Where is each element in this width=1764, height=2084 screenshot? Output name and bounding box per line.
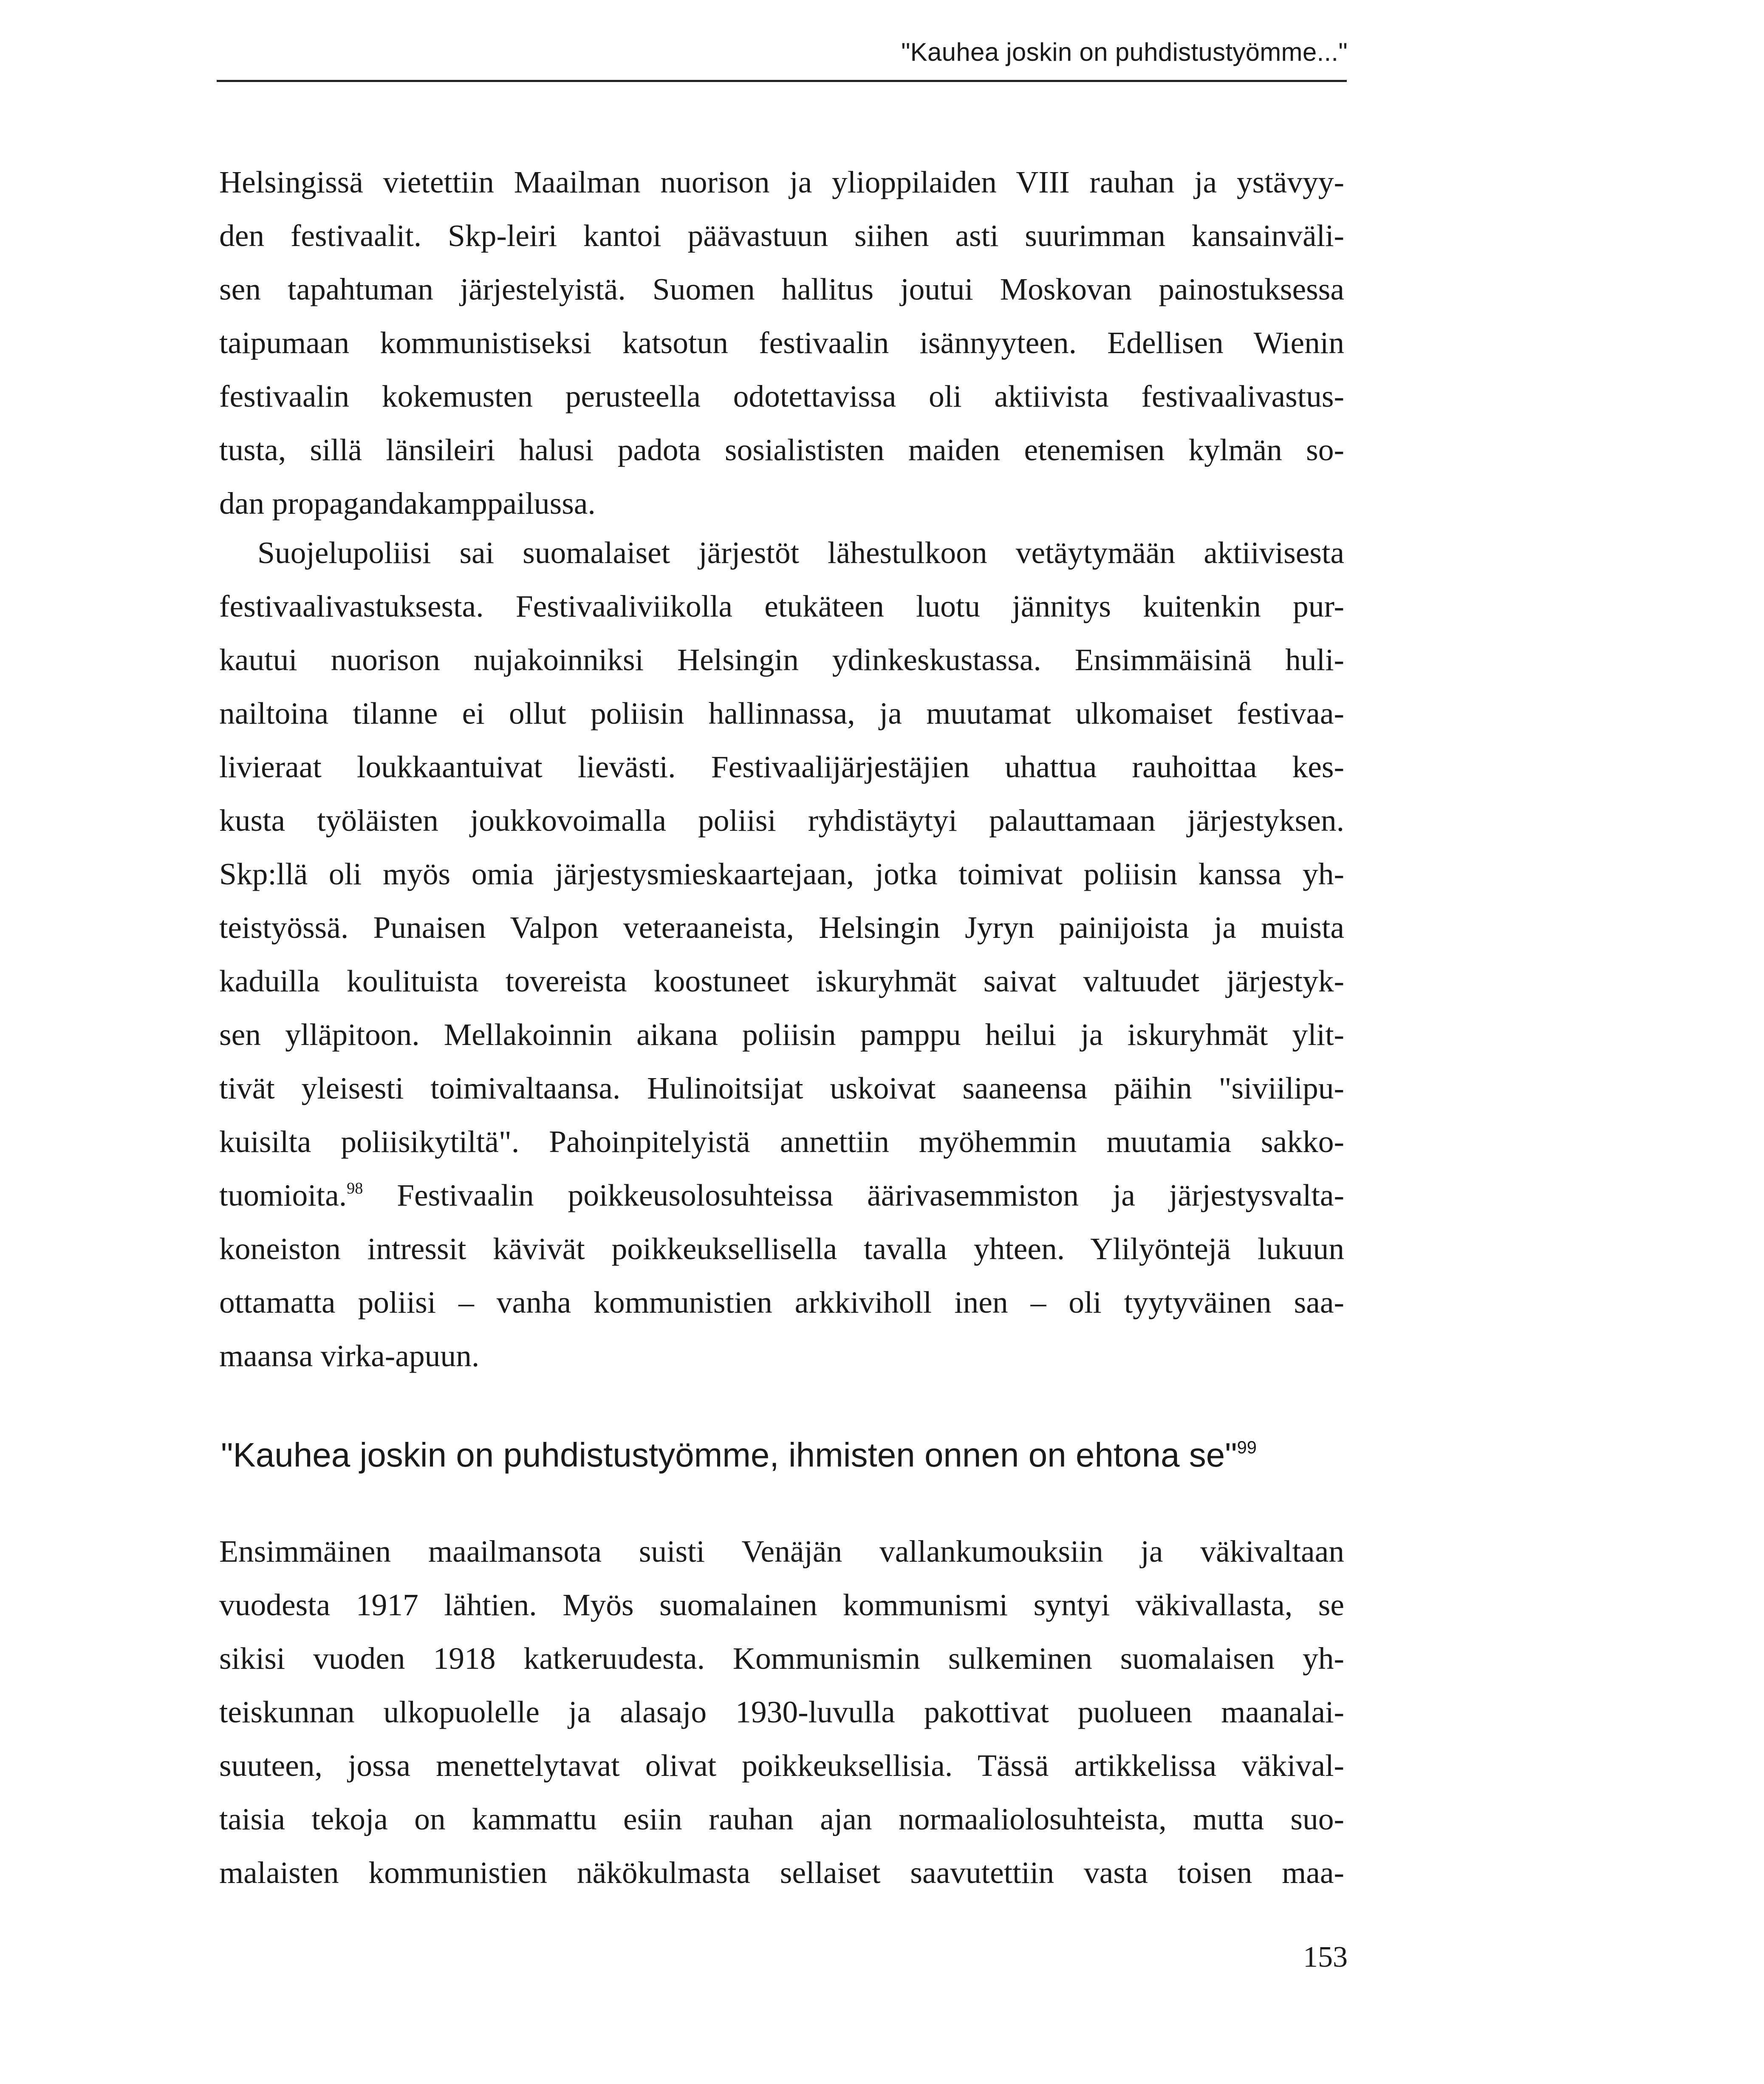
header-rule bbox=[217, 80, 1347, 82]
line-text-before-footnote: tuomioita. bbox=[219, 1178, 347, 1212]
text-line: Ensimmäinen maailmansota suisti Venäjän vallankumouksiin ja väkivaltaan bbox=[219, 1534, 1344, 1569]
text-line: Skp:llä oli myös omia järjestysmieskaartejaan, jotka toimivat poliisin kanssa yh- bbox=[219, 857, 1344, 891]
text-line: dan propagandakamppailussa. bbox=[219, 486, 596, 521]
text-line: festivaalin kokemusten perusteella odotettavissa oli aktiivista festivaalivastus- bbox=[219, 379, 1344, 413]
line-text-after-footnote: Festivaalin poikkeusolosuhteissa äärivasemmiston ja järjestysvalta- bbox=[363, 1178, 1344, 1212]
text-line: koneiston intressit kävivät poikkeuksellisella tavalla yhteen. Ylilyöntejä lukuun bbox=[219, 1232, 1344, 1266]
page-number: 153 bbox=[1303, 1941, 1348, 1974]
text-line: sen ylläpitoon. Mellakoinnin aikana poliisin pamppu heilui ja iskuryhmät ylit- bbox=[219, 1017, 1344, 1052]
footnote-ref-98[interactable]: 98 bbox=[347, 1179, 363, 1198]
text-line: teistyössä. Punaisen Valpon veteraaneista, Helsingin Jyryn painijoista ja muista bbox=[219, 910, 1344, 945]
text-line: ottamatta poliisi – vanha kommunistien arkkiviholl inen – oli tyytyväinen saa- bbox=[219, 1285, 1344, 1319]
text-line: taisia tekoja on kammattu esiin rauhan ajan normaaliolosuhteista, mutta suo- bbox=[219, 1802, 1344, 1836]
paragraph-3 bbox=[219, 1525, 1344, 1900]
text-line: kuisilta poliisikytiltä". Pahoinpitelyistä annettiin myöhemmin muutamia sakko- bbox=[219, 1124, 1344, 1159]
text-line: vuodesta 1917 lähtien. Myös suomalainen kommunismi syntyi väkivallasta, se bbox=[219, 1588, 1344, 1622]
footnote-line bbox=[219, 1169, 1344, 1222]
text-line: malaisten kommunistien näkökulmasta sellaiset saavutettiin vasta toisen maa- bbox=[219, 1855, 1344, 1890]
text-line: sikisi vuoden 1918 katkeruudesta. Kommunismin sulkeminen suomalaisen yh- bbox=[219, 1641, 1344, 1676]
text-line: festivaalivastuksesta. Festivaaliviikolla etukäteen luotu jännitys kuitenkin pur- bbox=[219, 589, 1344, 623]
text-line: teiskunnan ulkopuolelle ja alasajo 1930-luvulla pakottivat puolueen maanalai- bbox=[219, 1695, 1344, 1729]
text-line: suuteen, jossa menettelytavat olivat poikkeuksellisia. Tässä artikkelissa väkival- bbox=[219, 1748, 1344, 1783]
text-line: kautui nuorison nujakoinniksi Helsingin ydinkeskustassa. Ensimmäisinä huli- bbox=[219, 643, 1344, 677]
text-line: kusta työläisten joukkovoimalla poliisi ryhdistäytyi palauttamaan järjestyksen. bbox=[219, 803, 1344, 838]
text-line: Suojelupoliisi sai suomalaiset järjestöt lähestulkoon vetäytymään aktiivisesta bbox=[257, 535, 1344, 570]
paragraph-1 bbox=[219, 156, 1344, 530]
text-line: taipumaan kommunistiseksi katsotun festivaalin isännyyteen. Edellisen Wienin bbox=[219, 326, 1344, 360]
text-line: tivät yleisesti toimivaltaansa. Hulinoitsijat uskoivat saaneensa päihin "siviilipu- bbox=[219, 1071, 1344, 1105]
footnote-ref-99[interactable]: 99 bbox=[1237, 1437, 1257, 1457]
running-header: "Kauhea joskin on puhdistustyömme..." bbox=[901, 38, 1348, 66]
section-heading-text: "Kauhea joskin on puhdistustyömme, ihmisten onnen on ehtona se" bbox=[221, 1436, 1237, 1474]
text-line: tusta, sillä länsileiri halusi padota sosialististen maiden etenemisen kylmän so- bbox=[219, 433, 1344, 467]
text-line: den festivaalit. Skp-leiri kantoi päävastuun siihen asti suurimman kansainväli- bbox=[219, 218, 1344, 253]
text-line: nailtoina tilanne ei ollut poliisin hallinnassa, ja muutamat ulkomaiset festivaa- bbox=[219, 696, 1344, 731]
text-line: livieraat loukkaantuivat lievästi. Festivaalijärjestäjien uhattua rauhoittaa kes- bbox=[219, 750, 1344, 784]
text-line: maansa virka-apuun. bbox=[219, 1339, 480, 1373]
text-line: sen tapahtuman järjestelyistä. Suomen hallitus joutui Moskovan painostuksessa bbox=[219, 272, 1344, 306]
section-heading bbox=[221, 1436, 1257, 1475]
text-line: Helsingissä vietettiin Maailman nuorison ja ylioppilaiden VIII rauhan ja ystävyy- bbox=[219, 165, 1344, 199]
text-line: kaduilla koulituista tovereista koostuneet iskuryhmät saivat valtuudet järjestyk- bbox=[219, 964, 1344, 998]
paragraph-2 bbox=[219, 526, 1344, 1383]
